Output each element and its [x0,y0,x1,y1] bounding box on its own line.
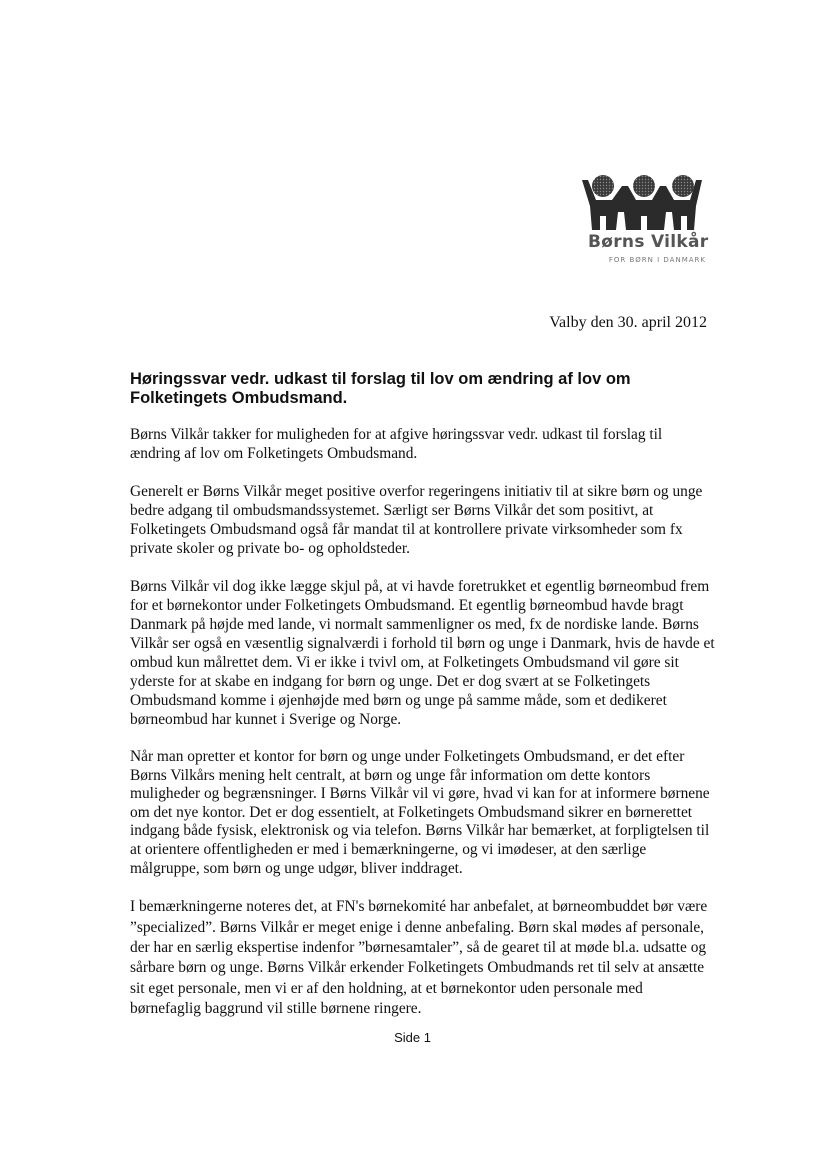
logo-name: Børns Vilkår [588,232,709,252]
paragraph-1: Børns Vilkår takker for muligheden for at afgive høringssvar vedr. udkast til forslag til ændring af lov om Folketingets Ombudsmand. [130,426,663,462]
paragraph-5: I bemærkningerne noteres det, at FN's børnekomité har anbefalet, at børneombuddet bør være ”specialized”. Børns Vilkår er meget enige i denne anbefaling. Børn skal mødes af personale, der har en særlig ekspertise indenfor ”børnesamtaler”, så de gearet til at møde bl.a. udsatte og sårbare børn og unge. Børns Vilkår erkender Folketingets Ombudmands ret til selv at ansætte sit eget personale, men vi er af den holdning, at et børnekontor uden personale med børnefaglig baggrund vil stille børnene ringere. [130,898,708,1018]
paragraph-4: Når man opretter et kontor for børn og unge under Folketingets Ombudsmand, er det efter Børns Vilkårs mening helt centralt, at børn og unge får information om dette kontors muligheder og begrænsninger. I Børns Vilkår vil vi gøre, hvad vi kan for at informere børnene om det nye kontor. Det er dog essentielt, at Folketingets Ombudsmand sikrer en børnerettet indgang både fysisk, elektronisk og via telefon. Børns Vilkår har bemærket, at forpligtelsen til at orientere offentligheden er med i bemærkningerne, og vi imødeser, at den særlige målgruppe, som børn og unge udgør, bliver inddraget. [130,748,710,877]
letter-date: Valby den 30. april 2012 [549,314,707,331]
borns-vilkar-logo [578,172,709,268]
three-children-figures-icon [578,172,706,232]
letter-title: Høringssvar vedr. udkast til forslag til lov om ændring af lov om Folketingets Ombudsmand. [130,370,631,407]
paragraph-2: Generelt er Børns Vilkår meget positive overfor regeringens initiativ til at sikre børn og unge bedre adgang til ombudsmandssystemet. Særligt ser Børns Vilkår det som positivt, at Folketingets Ombudsmand også får mandat til at kontrollere private virksomheder som fx private skoler og private bo- og opholdsteder. [130,483,703,557]
page-number: Side 1 [394,1030,431,1045]
letter-body [130,425,715,1039]
paragraph-3: Børns Vilkår vil dog ikke lægge skjul på, at vi havde foretrukket et egentlig børneombud frem for et børnekontor under Folketingets Ombudsmand. Et egentlig børneombud havde bragt Danmark på højde med lande, vi normalt sammenligner os med, fx de nordiske lande. Børns Vilkår ser også en væsentlig signalværdi i forhold til børn og unge i Danmark, hvis de havde et ombud kun målrettet dem. Vi er ikke i tvivl om, at Folketingets Ombudsmand vil gøre sit yderste for at skabe en indgang for børn og unge. Det er dog svært at se Folketingets Ombudsmand komme i øjenhøjde med børn og unge på samme måde, som et dedikeret børneombud har kunnet i Sverige og Norge. [130,578,715,728]
logo-tagline: FOR BØRN I DANMARK [608,256,706,264]
